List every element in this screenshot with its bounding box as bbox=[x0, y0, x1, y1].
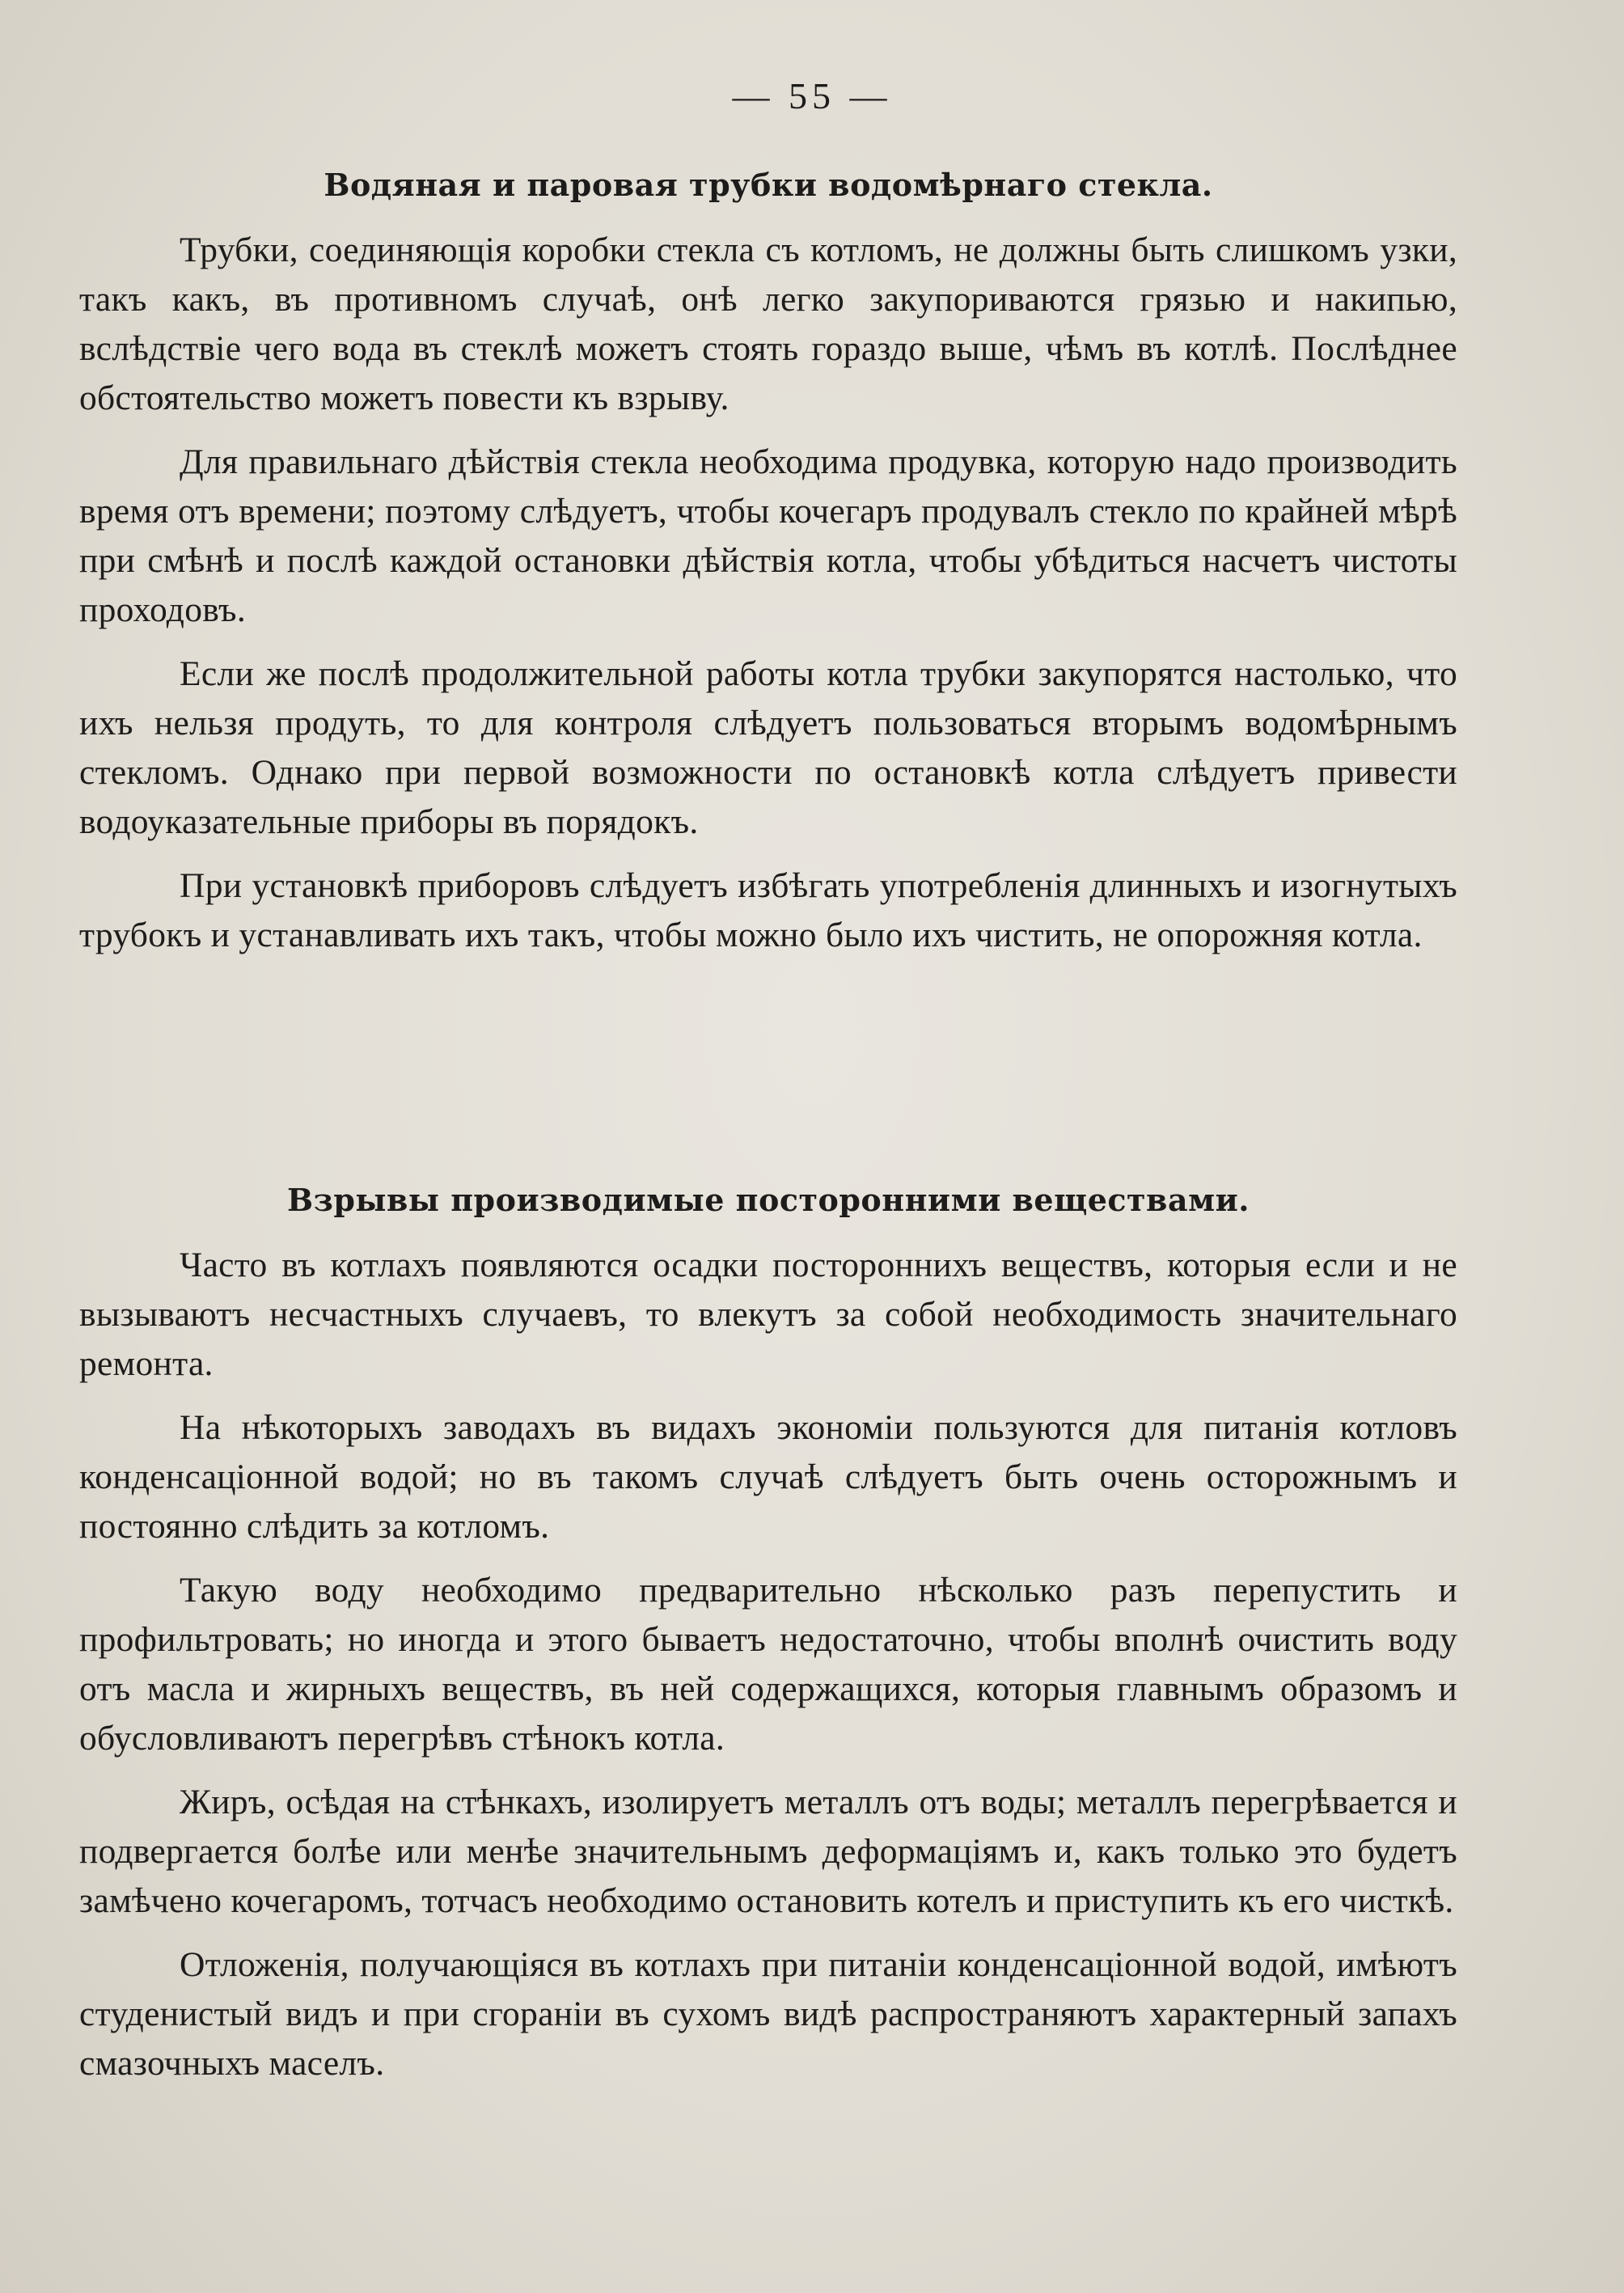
paragraph: При установкѣ приборовъ слѣдуетъ избѣгать употребленія длинныхъ и изогнутыхъ трубокъ и устанавливать ихъ такъ, чтобы можно было ихъ чистить, не опорожняя котла. bbox=[79, 866, 1457, 954]
paragraph: Такую воду необходимо предварительно нѣсколько разъ перепустить и профильтровать; но иногда и этого бываетъ недостаточно, чтобы вполнѣ очистить воду отъ масла и жирныхъ веществъ, въ ней содержащихся, которыя главнымъ образомъ и обусловливаютъ перегрѣвъ стѣнокъ котла. bbox=[79, 1571, 1457, 1758]
paragraph: На нѣкоторыхъ заводахъ въ видахъ экономіи пользуются для питанія котловъ конденсаціонной водой; но въ такомъ случаѣ слѣдуетъ быть очень осторожнымъ и постоянно слѣдить за котломъ. bbox=[79, 1408, 1457, 1546]
section-heading: Водяная и паровая трубки водомѣрнаго стекла. bbox=[324, 167, 1213, 203]
section-foreign-substance-explosions bbox=[79, 1181, 1457, 2088]
paragraph: Для правильнаго дѣйствія стекла необходима продувка, которую надо производить время отъ времени; поэтому слѣдуетъ, чтобы кочегаръ продувалъ стекло по крайней мѣрѣ при смѣнѣ и послѣ каждой остановки дѣйствія котла, чтобы убѣдиться насчетъ чистоты проходовъ. bbox=[79, 442, 1457, 629]
paragraph: Трубки, соединяющія коробки стекла съ котломъ, не должны быть слишкомъ узки, такъ какъ, въ противномъ случаѣ, онѣ легко закупориваются грязью и накипью, вслѣдствіе чего вода въ стеклѣ можетъ стоять гораздо выше, чѣмъ въ котлѣ. Послѣднее обстоятельство можетъ повести къ взрыву. bbox=[79, 231, 1457, 417]
paragraph: Часто въ котлахъ появляются осадки постороннихъ веществъ, которыя если и не вызываютъ несчастныхъ случаевъ, то влекутъ за собой необходимость значительнаго ремонта. bbox=[79, 1246, 1457, 1383]
paragraph: Жиръ, осѣдая на стѣнкахъ, изолируетъ металлъ отъ воды; металлъ перегрѣвается и подвергается болѣе или менѣе значительнымъ деформаціямъ и, какъ только это будетъ замѣчено кочегаромъ, тотчасъ необходимо остановить котелъ и приступить къ его чисткѣ. bbox=[79, 1783, 1457, 1920]
paragraph: Отложенія, получающіяся въ котлахъ при питаніи конденсаціонной водой, имѣютъ студенистый видъ и при сгораніи въ сухомъ видѣ распространяютъ характерный запахъ смазочныхъ маселъ. bbox=[79, 1945, 1457, 2083]
section-heading: Взрывы производимые посторонними веществами. bbox=[286, 1182, 1250, 1218]
paragraph: Если же послѣ продолжительной работы котла трубки закупорятся настолько, что ихъ нельзя продуть, то для контроля слѣдуетъ пользоваться вторымъ водомѣрнымъ стекломъ. Однако при первой возможности по остановкѣ котла слѣдуетъ привести водоуказательные приборы въ порядокъ. bbox=[79, 654, 1457, 841]
section-water-steam-tubes bbox=[79, 166, 1457, 960]
page-number: — 55 — bbox=[732, 75, 892, 116]
